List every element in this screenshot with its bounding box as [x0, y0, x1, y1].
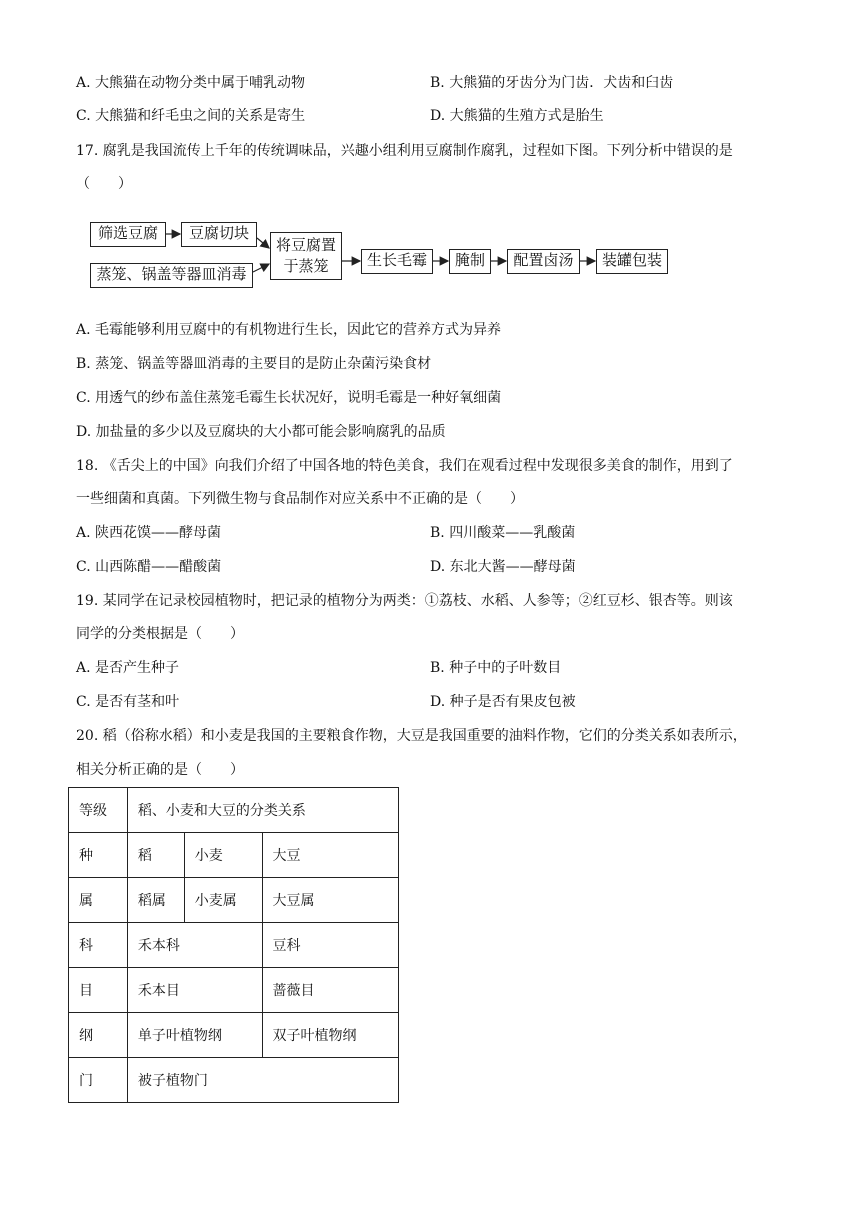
q19-stem-line2: 同学的分类根据是（ ）: [76, 626, 244, 642]
q18-option-d: D. 东北大酱——酵母菌: [430, 559, 576, 575]
flow-step-disinfect: 蒸笼、锅盖等器皿消毒: [90, 263, 253, 288]
table-cell: 稻属: [127, 878, 184, 923]
flow-step-pickle: 腌制: [449, 249, 491, 274]
flow-step-select-tofu: 筛选豆腐: [90, 222, 166, 247]
q17-stem-line2: （ ）: [76, 176, 132, 192]
table-row: [69, 1058, 399, 1103]
q17-option-b: B. 蒸笼、锅盖等器皿消毒的主要目的是防止杂菌污染食材: [76, 356, 432, 372]
table-cell: 单子叶植物纲: [127, 1013, 262, 1058]
q19-option-d: D. 种子是否有果皮包被: [430, 694, 576, 710]
flow-step-place-steamer-line2: 于蒸笼: [283, 257, 329, 275]
table-cell: 稻、小麦和大豆的分类关系: [127, 788, 398, 833]
table-row: [69, 1013, 399, 1058]
table-cell: 小麦属: [184, 878, 262, 923]
table-cell: 禾本目: [127, 968, 262, 1013]
flow-step-place-steamer-line1: 将豆腐置: [275, 236, 336, 254]
q19-option-a: A. 是否产生种子: [76, 660, 180, 676]
table-cell: 禾本科: [127, 923, 262, 968]
q18-stem-line2: 一些细菌和真菌。下列微生物与食品制作对应关系中不正确的是（ ）: [76, 491, 524, 507]
table-row: [69, 788, 399, 833]
table-cell: 大豆属: [262, 878, 399, 923]
q16-option-c: C. 大熊猫和纤毛虫之间的关系是寄生: [76, 108, 306, 124]
table-cell: 属: [69, 878, 128, 923]
q20-stem-line2: 相关分析正确的是（ ）: [76, 762, 244, 778]
q18-option-a: A. 陕西花馍——酵母菌: [76, 525, 222, 541]
arrow-cut-to-steamer: [257, 238, 269, 248]
table-cell: 目: [69, 968, 128, 1013]
q16-option-a: A. 大熊猫在动物分类中属于哺乳动物: [76, 75, 306, 91]
q17-option-c: C. 用透气的纱布盖住蒸笼毛霉生长状况好，说明毛霉是一种好氧细菌: [76, 390, 502, 406]
q17-option-a: A. 毛霉能够利用豆腐中的有机物进行生长，因此它的营养方式为异养: [76, 322, 502, 338]
q19-option-b: B. 种子中的子叶数目: [430, 660, 562, 676]
table-row: [69, 833, 399, 878]
q20-stem-line1: 20. 稻（俗称水稻）和小麦是我国的主要粮食作物，大豆是我国重要的油料作物，它们的分类关系如表所示，: [76, 728, 747, 744]
q18-stem-line1: 18. 《舌尖上的中国》向我们介绍了中国各地的特色美食，我们在观看过程中发现很多美食的制作，用到了: [76, 458, 733, 474]
table-cell: 门: [69, 1058, 128, 1103]
table-row: [69, 968, 399, 1013]
q18-option-b: B. 四川酸菜——乳酸菌: [430, 525, 576, 541]
table-cell: 等级: [69, 788, 128, 833]
q18-option-c: C. 山西陈醋——醋酸菌: [76, 559, 222, 575]
table-cell: 科: [69, 923, 128, 968]
table-cell: 稻: [127, 833, 184, 878]
flow-step-grow-mucor: 生长毛霉: [361, 249, 433, 274]
flow-step-cut-tofu: 豆腐切块: [181, 222, 257, 247]
q16-option-b: B. 大熊猫的牙齿分为门齿．犬齿和臼齿: [430, 75, 674, 91]
table-row: [69, 878, 399, 923]
classification-table: [68, 787, 399, 1103]
flow-arrows: [0, 0, 860, 320]
table-cell: 种: [69, 833, 128, 878]
q17-stem-line1: 17. 腐乳是我国流传上千年的传统调味品，兴趣小组利用豆腐制作腐乳，过程如下图。下列分析中错误的是: [76, 143, 733, 159]
table-cell: 小麦: [184, 833, 262, 878]
table-cell: 豆科: [262, 923, 399, 968]
flow-step-pack: 装罐包装: [596, 249, 668, 274]
table-cell: 纲: [69, 1013, 128, 1058]
table-row: [69, 923, 399, 968]
q19-stem-line1: 19. 某同学在记录校园植物时，把记录的植物分为两类：①荔枝、水稻、人参等；②红豆杉、银杏等。则该: [76, 593, 733, 609]
arrow-disinfect-to-steamer: [253, 264, 269, 272]
table-cell: 被子植物门: [127, 1058, 398, 1103]
q17-option-d: D. 加盐量的多少以及豆腐块的大小都可能会影响腐乳的品质: [76, 424, 446, 440]
q19-option-c: C. 是否有茎和叶: [76, 694, 180, 710]
flow-step-brine: 配置卤汤: [507, 249, 580, 274]
table-cell: 蔷薇目: [262, 968, 399, 1013]
q16-option-d: D. 大熊猫的生殖方式是胎生: [430, 108, 604, 124]
table-cell: 大豆: [262, 833, 399, 878]
table-cell: 双子叶植物纲: [262, 1013, 399, 1058]
